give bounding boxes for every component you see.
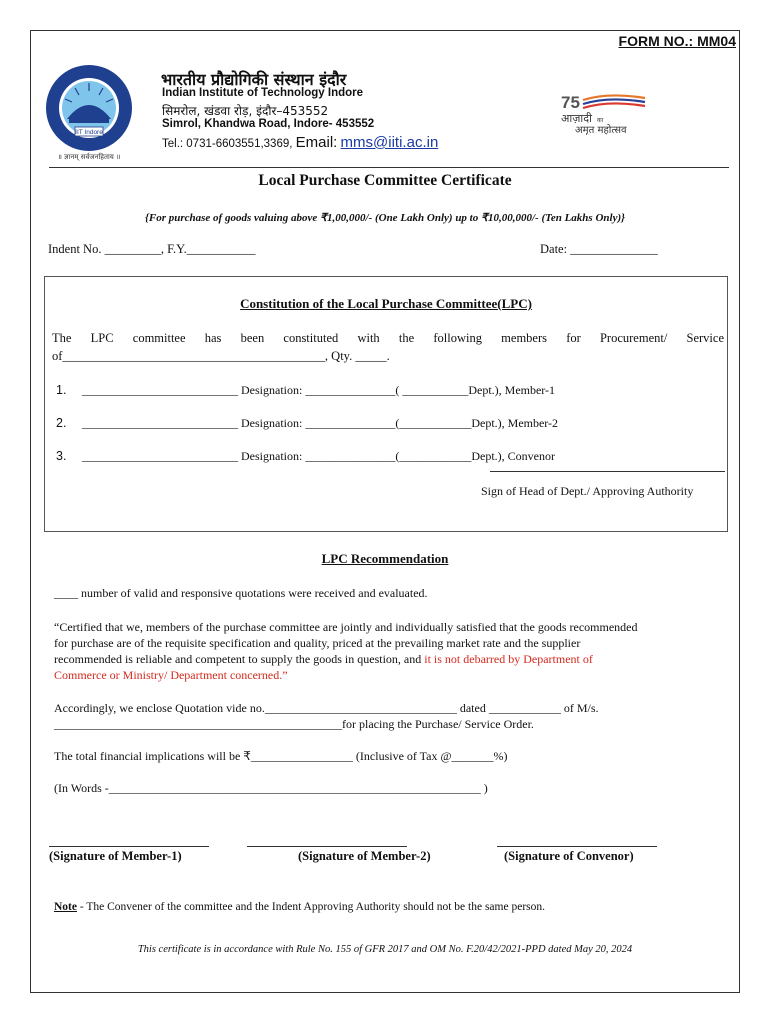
- email-link[interactable]: mms@iiti.ac.in: [340, 134, 439, 151]
- footer-rule-reference: This certificate is in accordance with Rule No. 155 of GFR 2017 and OM No. F.20/42/2021-PPD dated May 20, 2024: [137, 944, 633, 955]
- certified-line-2: for purchase are of the requisite specification and quality, priced at the prevailing market rate and the supplier: [54, 636, 581, 650]
- member-3-field[interactable]: __________________________ Designation: _______________(____________Dept.), Convenor: [82, 449, 555, 463]
- certified-line-3-text: recommended is reliable and competent to supply the goods in question, and: [54, 652, 425, 666]
- financial-implications-line[interactable]: The total financial implications will be ₹_________________ (Inclusive of Tax @_______%): [54, 749, 508, 763]
- telephone: Tel.: 0731-6603551,3369,: [162, 138, 293, 150]
- iit-indore-logo: [37, 61, 155, 163]
- institute-name-english: Indian Institute of Technology Indore: [162, 87, 364, 99]
- hod-signature-line[interactable]: [490, 471, 725, 472]
- note-text: - The Convener of the committee and the Indent Approving Authority should not be the same person.: [77, 901, 545, 913]
- hod-signature-label: Sign of Head of Dept./ Approving Authority: [481, 484, 694, 498]
- member-2-field[interactable]: __________________________ Designation: _______________(____________Dept.), Member-2: [82, 416, 559, 430]
- member-1-signature-label: (Signature of Member-1): [49, 849, 182, 863]
- certified-debarred-text: it is not debarred by Department of: [424, 652, 593, 666]
- note: [54, 901, 545, 913]
- quotations-line[interactable]: ____ number of valid and responsive quotations were received and evaluated.: [54, 586, 428, 600]
- amount-in-words-line[interactable]: (In Words -______________________________________________________________ ): [54, 781, 488, 795]
- constitution-section: [44, 276, 728, 532]
- constitution-heading: Constitution of the Local Purchase Committee(LPC): [240, 296, 532, 311]
- azadi-icon: [559, 91, 649, 135]
- certified-line-1: “Certified that we, members of the purchase committee are jointly and individually satisfied that the goods recommended: [54, 620, 638, 634]
- member-1-field[interactable]: __________________________ Designation: _______________( ___________Dept.), Member-1: [82, 383, 556, 397]
- constitution-paragraph-line1: The LPC committee has been constituted with the following members for Procurement/ Service: [52, 331, 724, 345]
- azadi-ka-amrit-mahotsav-logo: [559, 91, 649, 135]
- header-divider: [49, 167, 729, 168]
- recommendation-heading: LPC Recommendation: [321, 551, 449, 566]
- address-english: Simrol, Khandwa Road, Indore- 453552: [162, 118, 375, 130]
- convenor-signature-label: (Signature of Convenor): [504, 849, 634, 863]
- certificate-subtitle: {For purchase of goods valuing above ₹1,00,000/- (One Lakh Only) up to ₹10,00,000/- (Ten Lakhs Only)}: [145, 212, 625, 224]
- accordingly-line-1[interactable]: Accordingly, we enclose Quotation vide no.________________________________ dated ____________ of M/s.: [54, 701, 599, 715]
- constitution-paragraph-line2[interactable]: of__________________________________________, Qty. _____.: [52, 349, 390, 363]
- member-2-signature-label: (Signature of Member-2): [298, 849, 431, 863]
- date-field[interactable]: Date: ______________: [540, 242, 658, 256]
- member-3-number: 3.: [56, 449, 67, 463]
- certificate-title: Local Purchase Committee Certificate: [258, 172, 512, 189]
- contact-line: [162, 134, 438, 151]
- azadi-line2: अमृत महोत्सव: [575, 125, 627, 135]
- member-2-signature-line[interactable]: [247, 846, 407, 847]
- indent-field[interactable]: Indent No. _________, F.Y.___________: [48, 242, 256, 256]
- azadi-number: 75: [561, 93, 580, 112]
- institute-name-hindi: भारतीय प्रौद्योगिकी संस्थान इंदौर: [161, 70, 347, 89]
- logo-caption: IIT Indore: [75, 129, 103, 136]
- email-label: Email:: [295, 134, 338, 151]
- note-label: Note: [54, 901, 77, 913]
- form-page: [30, 30, 740, 993]
- azadi-ka: का: [597, 117, 604, 124]
- azadi-line1: आज़ादी: [561, 112, 592, 125]
- accordingly-line-2[interactable]: ________________________________________________for placing the Purchase/ Service Order.: [54, 717, 534, 731]
- address-hindi: सिमरोल, खंडवा रोड़, इंदौर–453552: [162, 104, 329, 118]
- member-2-number: 2.: [56, 416, 67, 430]
- form-number: FORM NO.: MM04: [618, 33, 736, 49]
- member-1-signature-line[interactable]: [49, 846, 209, 847]
- certified-line-3: [54, 652, 593, 667]
- iit-logo-icon: [37, 61, 155, 163]
- logo-motto: ॥ ज्ञानम् सर्वजनहिताय ॥: [57, 153, 121, 161]
- convenor-signature-line[interactable]: [497, 846, 657, 847]
- member-1-number: 1.: [56, 383, 67, 397]
- certified-line-4: Commerce or Ministry/ Department concerned.”: [54, 668, 288, 682]
